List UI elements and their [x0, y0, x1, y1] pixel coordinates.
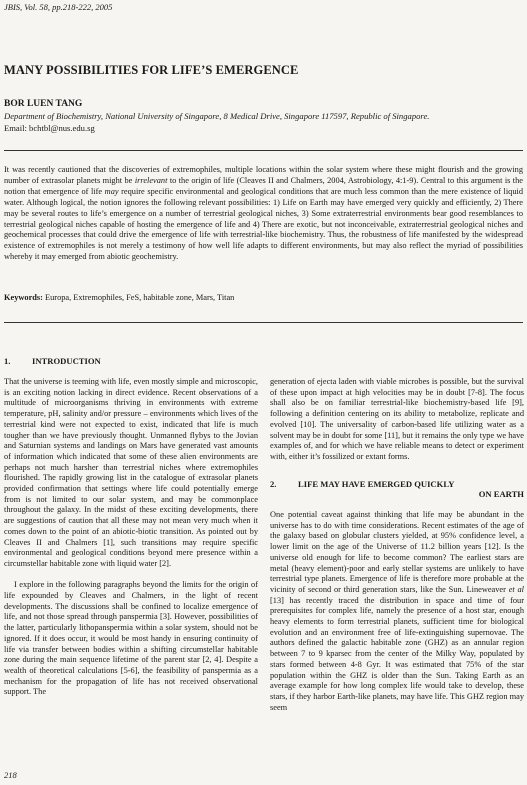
keywords-label: Keywords:	[4, 293, 43, 302]
paragraph-text: [13] has recently traced the distribution in space and time of four prerequisites for complex life, namely the presence of a host star, enough heavy elements to form terrestrial planets, sufficient time for biological evolution and an environment free of life-extinguishing supernovae. The authors defined the galactic habitable zone (GHZ) as an annular region between 7 to 9 kparsec from the center of the Milky Way, populated by stars formed between 4-8 Gyr. It was estimated that 75% of the star population within the GHZ is older than the Sun. Taking Earth as an average example for how long complex life would take to develop, these stars, if they harbor Earth-like planets, may have life. This GHZ region may seem	[270, 595, 524, 712]
page-number: 218	[4, 770, 17, 780]
paragraph: generation of ejecta laden with viable microbes is possible, but the survival of these upon impact at high velocities may be in doubt [7-8]. The focus shall also be on familiar terrestrial-like biochemistry-based life [9], following a definition centering on its ability to metabolize, replicate and evolved [10]. The universality of carbon-based life utilizing water as a solvent may be in doubt for some [11], but it remains the only type we have examples of, and for which we have reliable means to detect or experiment with, either it’s fossilized or extant forms.	[270, 377, 524, 461]
article-title: MANY POSSIBILITIES FOR LIFE’S EMERGENCE	[4, 63, 299, 77]
paragraph-emphasis: et al	[508, 584, 524, 594]
paragraph: That the universe is teeming with life, even mostly simple and microscopic, is an exciting notion lacking in direct evidence. Recent observations of a multitude of microorganisms thriving in environments with extreme temperature, pH, salinity and/or pressure – environments which lives of the terrestrial kind were not expected to exist, indicated that life is much tougher than we have previously thought. Unmanned flybys to the Jovian and Saturnian systems and landings on Mars have generated vast amounts of information which indicated that some of these alien environments are perhaps not much harsher than terrestrial niches where extremophiles flourished. The rapidly growing list in the catalogue of extrasolar planets provided confirmation that settings where life could potentially emerge from is not limited to our solar system, and may be commonplace throughout the galaxy. In the midst of these exciting developments, there are suggestions of caution that all these may not mean very much when it comes down to the point of an abiotic-biotic transition. As pointed out by Cleaves II and Chalmers [1], such transitions may require specific environmental and geological conditions beyond mere presence within a circumstellar habitable zone with liquid water [2].	[4, 377, 258, 568]
abstract-top-rule	[4, 150, 523, 151]
running-head: JBIS, Vol. 58, pp.218-222, 2005	[4, 2, 113, 12]
abstract-text: require specific environmental and geological conditions that are much less common than the mere existence of liquid water. Although logical, the notion ignores the following relevant possibilities: 1) Life on Earth may have emerged very quickly and efficiently, 2) There may be several routes to life’s emergence on a number of terrestrial geological niches, 3) Some extraterrestrial environments bear good resemblances to terrestrial geological niches capable of hosting the emergence of life and 4) There are exotic, but not inconceivable, extraterrestrial geological niches and geochemical processes that could drive the emergence of life with terrestrial-like biochemistry. Thus, the robustness of life manifested by the widespread existence of extremophiles is not merely a testimony of how well life adapts to different environments, but may also reflect the myriad of possibilities whereby it may emerged from abiotic geochemistry.	[4, 186, 524, 262]
abstract	[4, 165, 523, 263]
section-title-continued: ON EARTH	[478, 489, 524, 500]
section-number: 1.	[4, 356, 11, 366]
left-column	[4, 377, 258, 698]
abstract-text: to the origin of life (Cleaves II and Chalmers, 2004, Astrobiology, 4:1-9). Central to this argument is the notion that emergence of life	[4, 175, 524, 196]
section-number: 2.	[270, 478, 277, 489]
paragraph: I explore in the following paragraphs beyond the limits for the origin of life expounded by Cleaves and Chalmers, in the light of recent developments. The discussions shall be confined to localize emergence of life, and not those spread through panspermia [3]. However, possibilities of the latter, particularly lithopanspermia within a solar system, should not be ignored. If it does occur, it would be most handy in ensuring continuity of life via transfer between bodies within a shifting circumstellar habitable zone during the main sequence lifetime of the parent star [2, 4]. Despite a wealth of theoretical calculations [5-6], the feasibility of panspermia as a mechanism for the propagation of life has not received observational support. The	[4, 580, 258, 697]
keywords	[4, 293, 523, 302]
author-name: BOR LUEN TANG	[4, 99, 83, 109]
abstract-emphasis: may	[104, 186, 119, 196]
abstract-text: It was recently cautioned that the discoveries of extremophiles, multiple locations within the solar system where these might flourish and the growing number of extrasolar planets might be	[4, 165, 523, 185]
right-column	[270, 377, 524, 713]
paragraph-text: One potential caveat against thinking that life may be abundant in the universe has to do with time considerations. Recent estimates of the age of the galaxy based on globular clusters yielded, at 95% confidence level, a lower limit on the age of the Universe of 11.2 billion years [12]. Is the universe old enough for life to become common? The earliest stars are metal (heavy element)-poor and early stellar systems are unlikely to have terrestrial type planets. Emergence of life is therefore more probable at the vicinity of second or third generation stars, like the Sun. Lineweaver	[270, 510, 524, 594]
keywords-list: Europa, Extremophiles, FeS, habitable zone, Mars, Titan	[42, 293, 235, 302]
section-title: LIFE MAY HAVE EMERGED QUICKLY	[298, 478, 455, 489]
section-heading	[270, 479, 524, 500]
author-email: Email: bchtbl@nus.edu.sg	[4, 123, 95, 133]
author-affiliation: Department of Biochemistry, National University of Singapore, 8 Medical Drive, Singapore 117597, Republic of Singapore.	[4, 111, 430, 121]
abstract-emphasis: irrelevant	[134, 175, 168, 185]
paragraph	[270, 510, 524, 713]
section-title: INTRODUCTION	[32, 356, 101, 366]
section-heading	[4, 356, 101, 366]
abstract-bottom-rule	[4, 322, 523, 323]
